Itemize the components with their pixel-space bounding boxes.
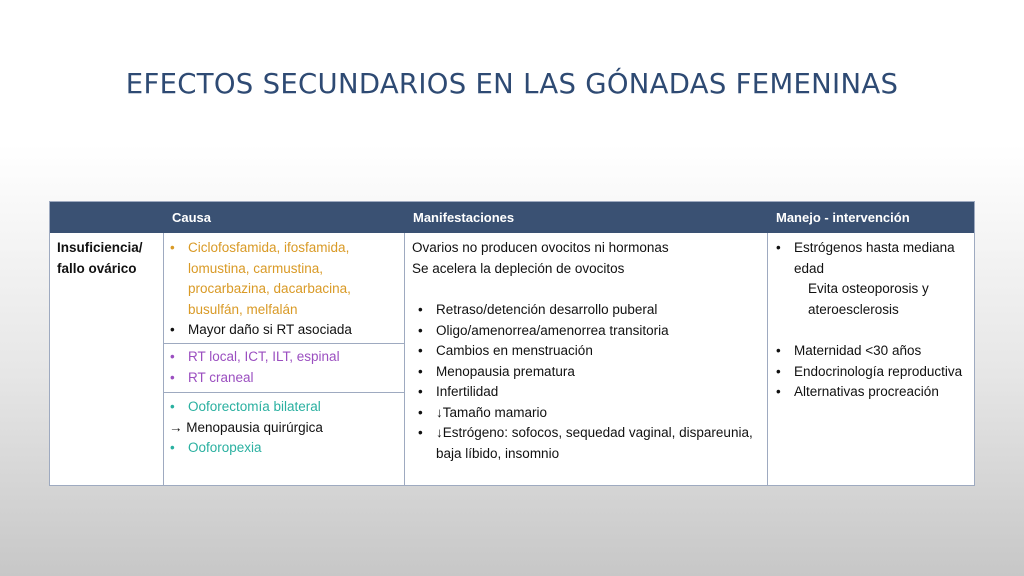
arrow-right-icon: →	[169, 419, 183, 435]
manejo-cell	[770, 238, 970, 403]
manejo-subitem: Evita osteoporosis y ateroesclerosis	[808, 281, 929, 317]
manejo-item: • Alternativas procreación	[770, 382, 970, 403]
causa-radiation-cell	[164, 347, 400, 388]
manifestacion-item: • ↓Estrógeno: sofocos, sequedad vaginal, dispareunia, baja líbido, insomnio	[412, 423, 762, 464]
header-manejo: Manejo - intervención	[776, 210, 910, 225]
slide-title: EFECTOS SECUNDARIOS EN LAS GÓNADAS FEMENINAS	[125, 68, 899, 100]
manifestaciones-cell	[412, 238, 762, 464]
row-label: Insuficiencia/ fallo ovárico	[57, 240, 143, 276]
causa-chemo-drugs: • Ciclofosfamida, ifosfamida, lomustina, carmustina, procarbazina, dacarbacina, busulfán, melfalán	[164, 238, 400, 320]
effects-table	[49, 201, 975, 486]
row-divider	[163, 392, 404, 393]
manejo-item: • Maternidad <30 años	[770, 341, 970, 362]
column-divider	[767, 233, 768, 485]
column-divider	[404, 233, 405, 485]
manifestacion-item: • Cambios en menstruación	[412, 341, 762, 362]
manifestacion-item: • Retraso/detención desarrollo puberal	[412, 300, 762, 321]
manifestacion-item: • ↓Tamaño mamario	[412, 403, 762, 424]
menopausia-quirurgica-line	[164, 418, 400, 439]
table-header-row	[50, 202, 974, 233]
causa-ooforectomia: • Ooforectomía bilateral	[164, 397, 400, 418]
causa-rt-craneal: • RT craneal	[164, 368, 400, 389]
causa-ooforopexia: • Ooforopexia	[164, 438, 400, 459]
manejo-item: • Endocrinología reproductiva	[770, 362, 970, 383]
menopausia-quirurgica: Menopausia quirúrgica	[182, 419, 323, 435]
manifestacion-item: • Oligo/amenorrea/amenorrea transitoria	[412, 321, 762, 342]
manifestacion-intro: Se acelera la depleción de ovocitos	[412, 260, 625, 276]
causa-rt-associated: • Mayor daño si RT asociada	[164, 320, 400, 341]
row-divider	[163, 343, 404, 344]
manifestacion-item: • Menopausia prematura	[412, 362, 762, 383]
causa-surgery-cell	[164, 397, 400, 459]
manifestacion-intro: Ovarios no producen ovocitos ni hormonas	[412, 240, 669, 255]
causa-rt-local: • RT local, ICT, ILT, espinal	[164, 347, 400, 368]
header-manifestaciones: Manifestaciones	[413, 210, 515, 225]
causa-chemo-cell	[164, 238, 400, 341]
header-causa: Causa	[172, 210, 212, 225]
manejo-item: • Estrógenos hasta mediana edad	[770, 238, 970, 279]
manifestacion-item: • Infertilidad	[412, 382, 762, 403]
